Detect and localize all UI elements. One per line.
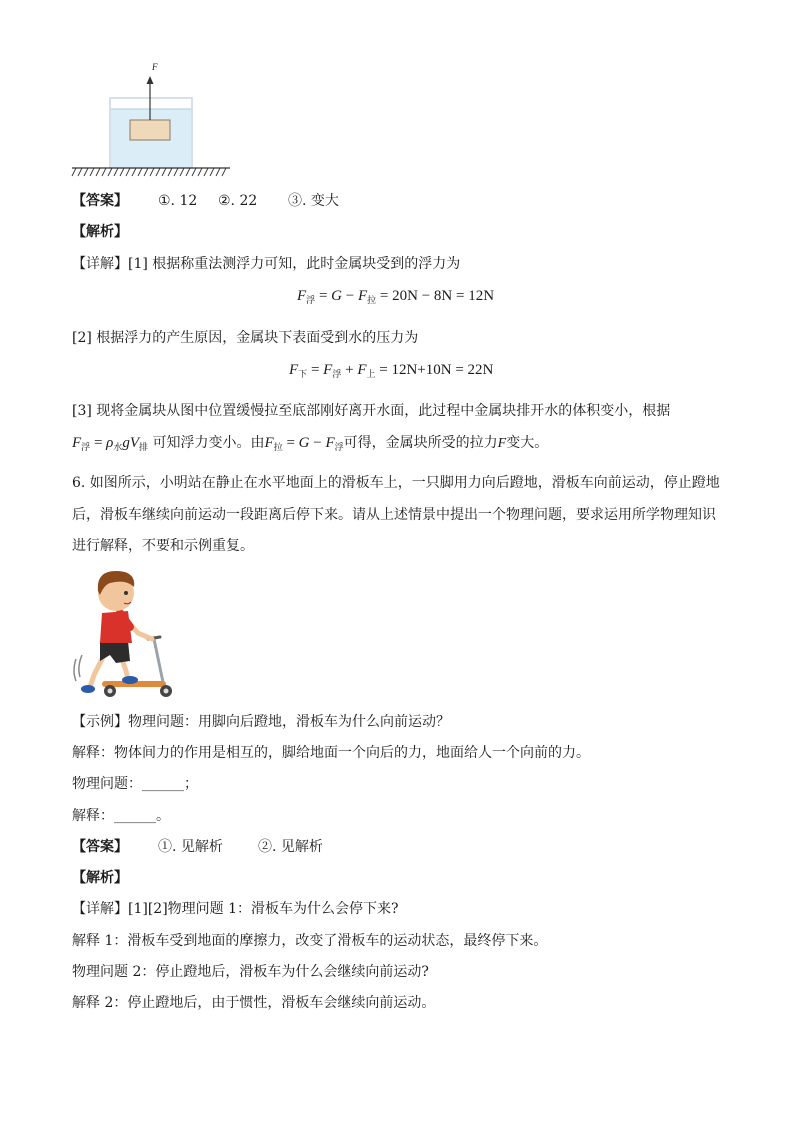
detail-label: 【详解】: [72, 256, 128, 272]
detail-answer-1: 解释 1：滑板车受到地面的摩擦力，改变了滑板车的运动状态，最终停下来。: [72, 933, 548, 949]
formula-tension: $F_拉 = G - F_浮$: [264, 435, 344, 453]
detail-question-2: 物理问题 2：停止蹬地后，滑板车为什么会继续向前运动?: [72, 964, 429, 980]
answer-label: 【答案】: [72, 193, 128, 209]
blank-question: 物理问题：______；: [72, 776, 198, 792]
question-6-line-1: 6. 如图所示，小明站在静止在水平地面上的滑板车上，一只脚用力向后蹬地，滑板车向前运动，停止蹬地: [72, 475, 720, 491]
example-question-text: 物理问题：用脚向后蹬地，滑板车为什么向前运动？: [128, 714, 450, 730]
detail-paragraph-2: [2] 根据浮力的产生原因，金属块下表面受到水的压力为: [72, 330, 419, 346]
question-6-line-2: 后，滑板车继续向前运动一段距离后停下来。请从上述情景中提出一个物理问题，要求运用所学物理知识: [72, 507, 716, 523]
formula-buoyancy: $F_浮 = G - F_拉 = 20N - 8N = 12N$: [297, 288, 495, 306]
detail-label: 【详解】: [72, 901, 128, 917]
example-explanation: 解释：物体间力的作用是相互的，脚给地面一个向后的力，地面给人一个向前的力。: [72, 745, 590, 761]
detail-paragraph-3: [3] 现将金属块从图中位置缓慢拉至底部刚好离开水面，此过程中金属块排开水的体积变小，根据: [72, 403, 671, 419]
answer-label: 【答案】: [72, 839, 128, 855]
detail-text: 可得，金属块所受的拉力: [343, 435, 498, 451]
detail-paragraph-4: [72, 433, 548, 458]
analysis-label: 【解析】: [72, 224, 128, 240]
answer-item: ①. 见解析: [158, 839, 223, 855]
detail-text: [1] 根据称重法测浮力可知，此时金属块受到的浮力为: [128, 256, 461, 272]
detail-answer-2: 解释 2：停止蹬地后，由于惯性，滑板车会继续向前运动。: [72, 995, 436, 1011]
detail-question-1: [72, 899, 399, 919]
question-6-line-3: 进行解释，不要和示例重复。: [72, 538, 254, 554]
detail-text: 可知浮力变小。由: [152, 435, 265, 451]
detail-text: [1][2]物理问题 1：滑板车为什么会停下来?: [128, 901, 399, 917]
variable-f: F: [497, 436, 507, 451]
answer-item: ②. 22: [218, 193, 258, 209]
answer-item: ③. 变大: [288, 193, 339, 209]
blank-explanation: 解释：______。: [72, 808, 170, 824]
metal-block: [130, 120, 170, 140]
example-question: [72, 712, 450, 732]
example-label: 【示例】: [72, 714, 128, 730]
formula-pressure-force: $F_下 = F_浮 + F_上 = 12N+10N = 22N$: [289, 362, 494, 380]
formula-archimedes: $F_浮 = \rho_水gV_排$: [72, 435, 149, 453]
boy-scooter-illustration: [70, 563, 182, 703]
answer-row-1: [72, 191, 672, 211]
analysis-label: 【解析】: [72, 870, 128, 886]
force-label: F: [152, 62, 158, 72]
answer-item: ②. 见解析: [258, 839, 323, 855]
answer-row-2: [72, 837, 472, 857]
detail-paragraph-1: [72, 254, 460, 274]
answer-item: ①. 12: [158, 193, 198, 209]
detail-text: 变大。: [506, 435, 549, 451]
buoyancy-figure: [70, 60, 235, 185]
